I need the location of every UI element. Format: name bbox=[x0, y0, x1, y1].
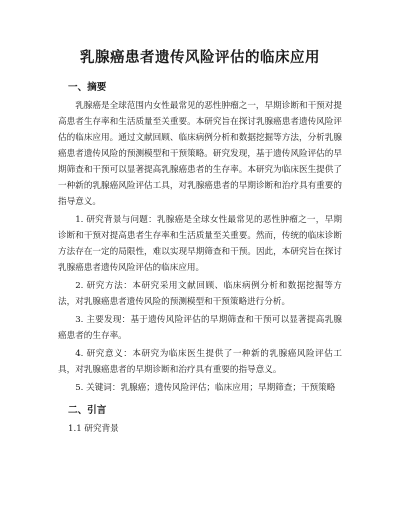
keywords-paragraph: 5. 关键词：乳腺癌；遗传风险评估；临床应用；早期筛查；干预策略 bbox=[75, 383, 336, 393]
section-heading-abstract: 一、摘要 bbox=[68, 82, 107, 93]
background-paragraph: 1. 研究背景与问题：乳腺癌是全球女性最常见的恶性肿瘤之一，早期诊断和干预对提高患者生存率和生活质量至关重要。然而，传统的临床诊断方法存在一定的局限性，难以实现早期筛查和干预。因此，本研究旨在探讨乳腺癌患者遗传风险评估的临床应用。 bbox=[58, 215, 342, 273]
section-heading-introduction: 二、引言 bbox=[68, 405, 107, 416]
findings-paragraph: 3. 主要发现：基于遗传风险评估的早期筛查和干预可以显著提高乳腺癌患者的生存率。 bbox=[58, 315, 342, 341]
methods-paragraph: 2. 研究方法：本研究采用文献回顾、临床病例分析和数据挖掘等方法，对乳腺癌患者遗传风险的预测模型和干预策略进行分析。 bbox=[58, 281, 342, 307]
significance-paragraph: 4. 研究意义：本研究为临床医生提供了一种新的乳腺癌风险评估工具，对乳腺癌患者的早期诊断和治疗具有重要的指导意义。 bbox=[58, 349, 342, 375]
document-title: 乳腺癌患者遗传风险评估的临床应用 bbox=[80, 49, 320, 66]
subsection-heading-background: 1.1 研究背景 bbox=[68, 424, 119, 434]
abstract-paragraph: 乳腺癌是全球范围内女性最常见的恶性肿瘤之一，早期诊断和干预对提高患者生存率和生活质量至关重要。本研究旨在探讨乳腺癌患者遗传风险评估的临床应用。通过文献回顾、临床病例分析和数据挖掘等方法，分析乳腺癌患者遗传风险的预测模型和干预策略。研究发现，基于遗传风险评估的早期筛查和干预可以显著提高乳腺癌患者的生存率。本研究为临床医生提供了一种新的乳腺癌风险评估工具，对乳腺癌患者的早期诊断和治疗具有重要的指导意义。 bbox=[58, 101, 342, 207]
